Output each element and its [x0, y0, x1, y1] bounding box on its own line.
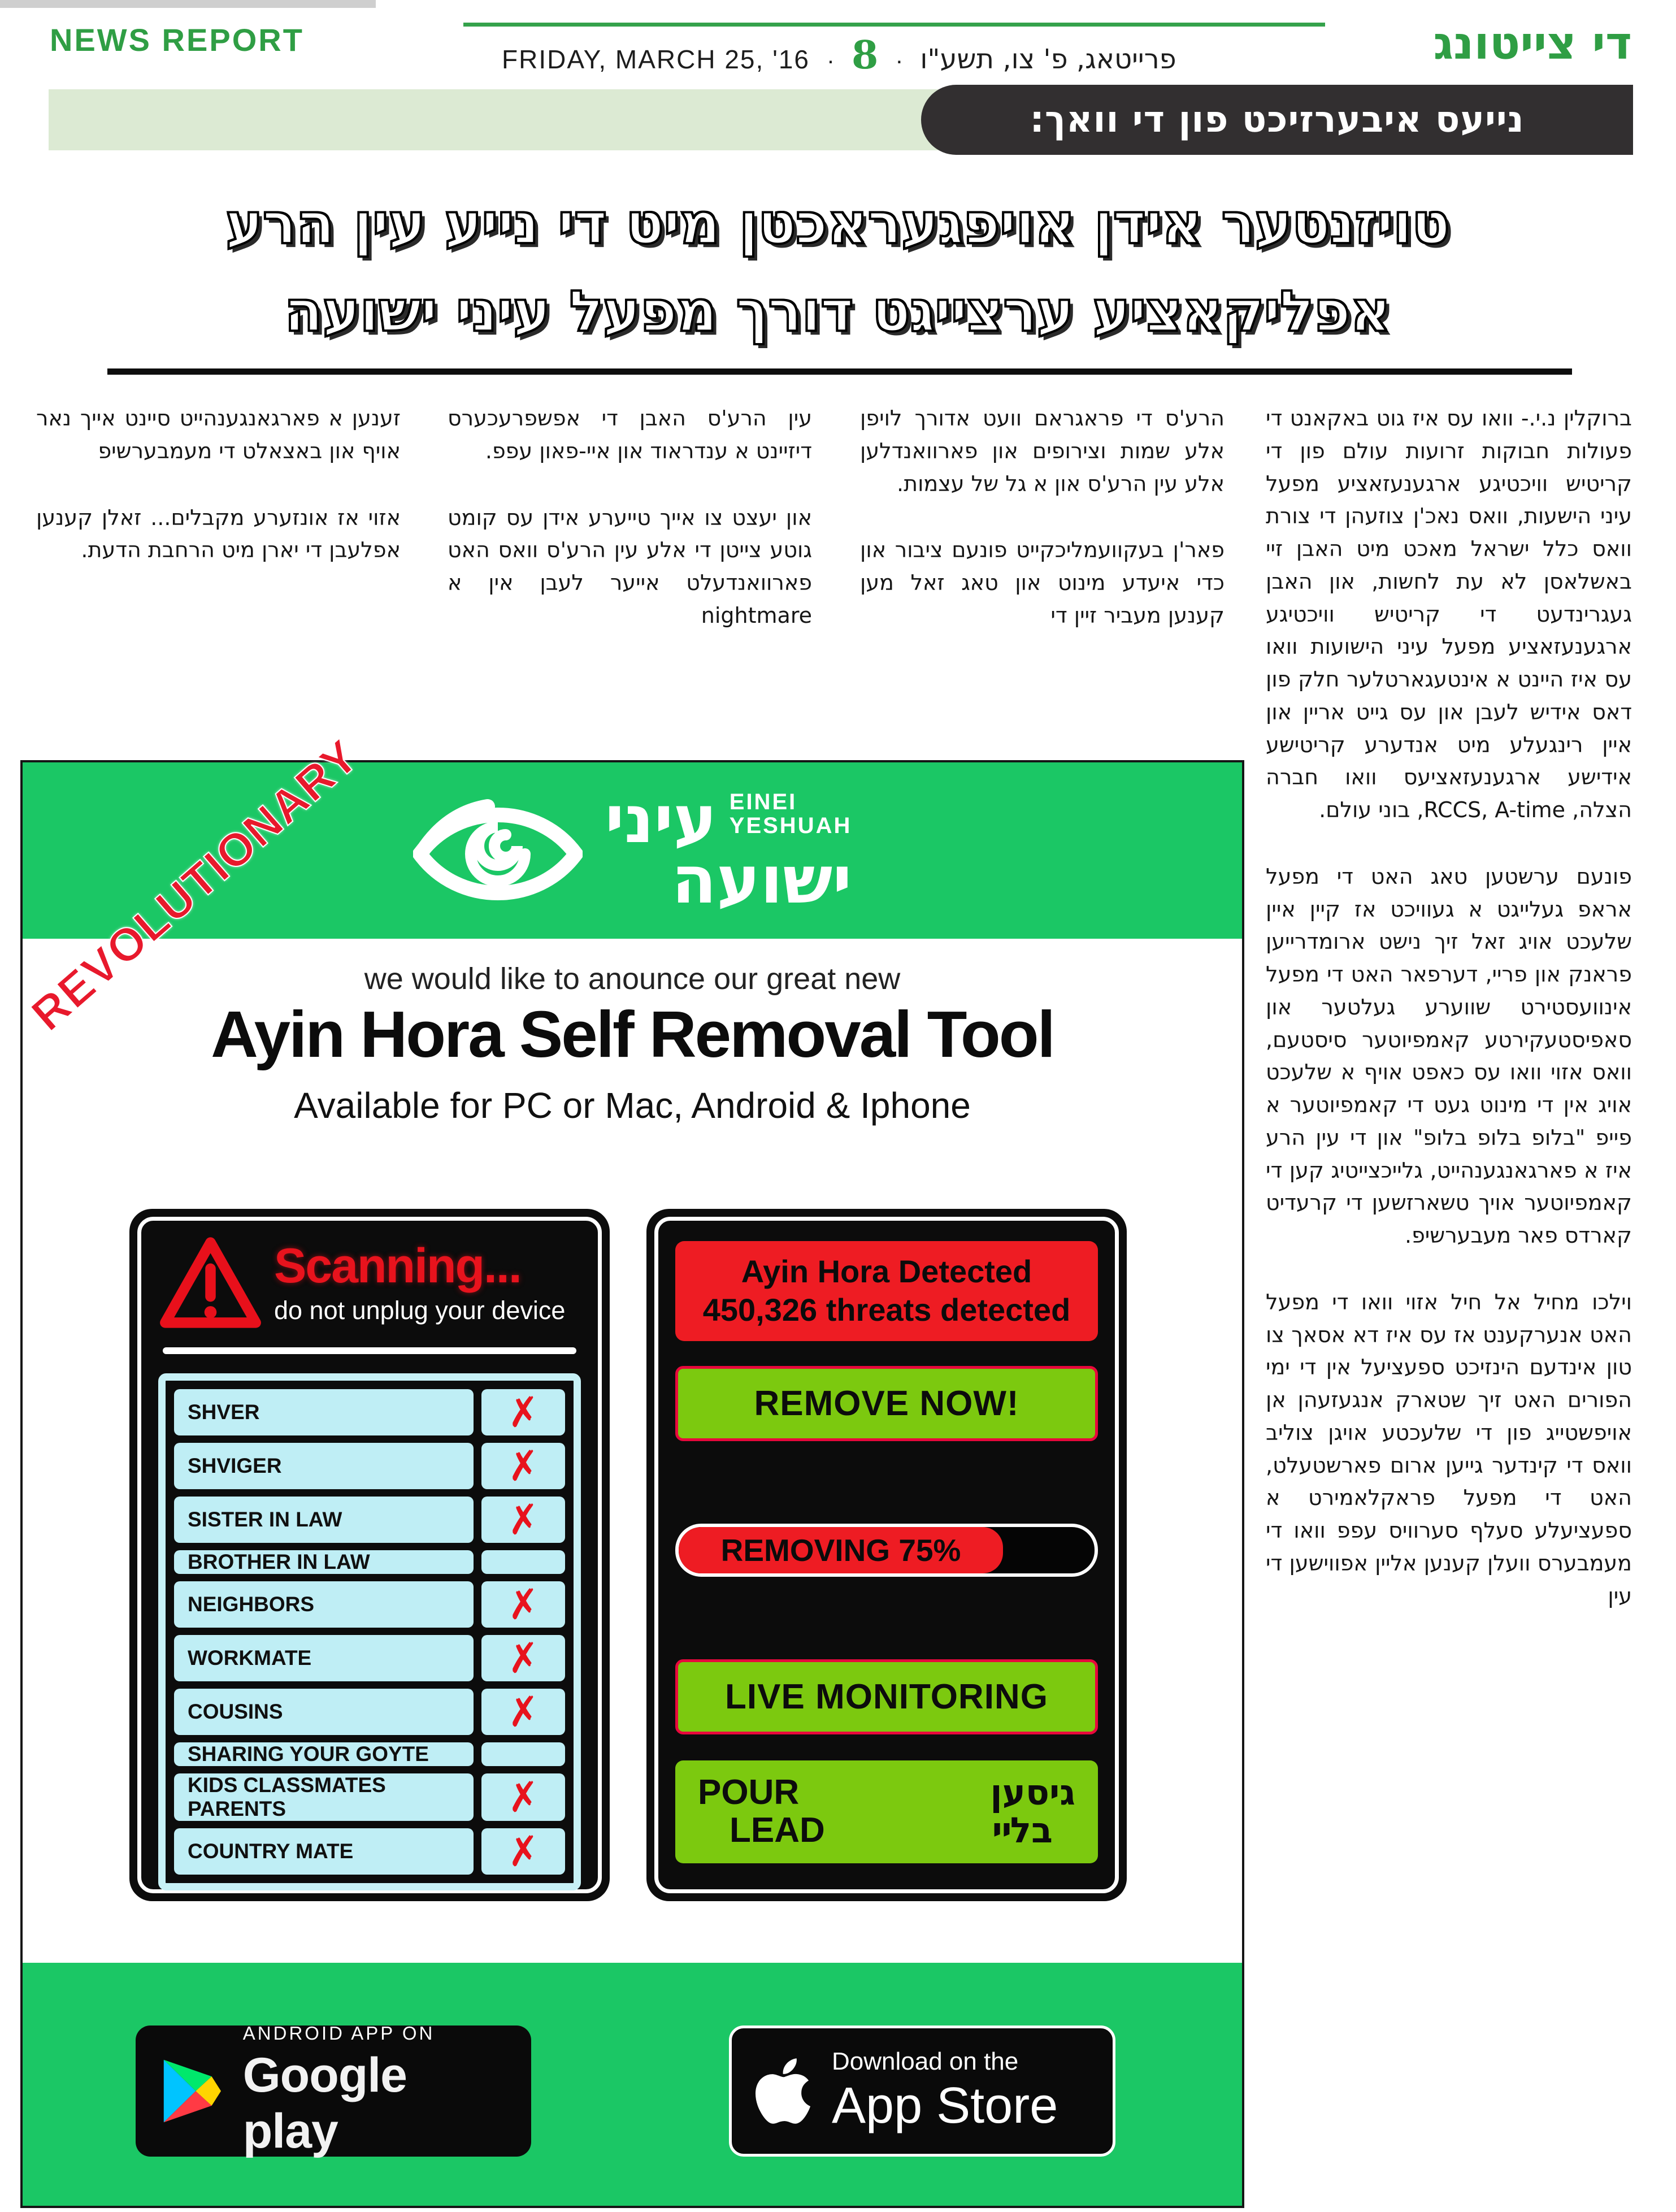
removal-screen — [654, 1217, 1119, 1893]
scanning-warning: do not unplug your device — [274, 1296, 566, 1325]
badge-small-text: Download on the — [832, 2047, 1019, 2075]
list-item: COUSINS ✗ — [174, 1689, 565, 1735]
news-overview-bar — [921, 85, 1633, 155]
checkbox — [481, 1635, 565, 1681]
article-paragraph: פאר'ן בעקוועמליכקייט פונעם ציבור און כדי איעדע מינוט און טאג זאל מען קענען מעביר זיין די — [860, 537, 1225, 628]
article-column-4 — [36, 402, 401, 601]
main-headline — [85, 180, 1590, 355]
separator-dot: · — [895, 47, 904, 73]
checkbox — [481, 1581, 565, 1628]
list-item: COUNTRY MATE ✗ — [174, 1828, 565, 1875]
headline-rule — [107, 368, 1572, 375]
apple-icon — [753, 2054, 813, 2128]
remove-now-button[interactable]: REMOVE NOW! — [675, 1366, 1098, 1441]
article-paragraph: הרע'ס די פראגראם וועט אדורך לויפן אלע שמות וצירופים און פארוואנדלען אלע עין הרע'ס און א גל של עצמות. — [860, 406, 1225, 496]
scan-target-list — [158, 1373, 581, 1890]
list-item: NEIGHBORS ✗ — [174, 1581, 565, 1628]
masthead-logo: די צייטונג — [1433, 17, 1632, 70]
section-label: NEWS REPORT — [50, 22, 304, 58]
x-mark: ✗ — [504, 1633, 542, 1683]
ad-title: Ayin Hora Self Removal Tool — [211, 997, 1054, 1071]
date-hebrew: פרייטאג, פ' צו, תשע"ו — [920, 44, 1176, 75]
article-column-2 — [860, 402, 1225, 666]
dateline — [502, 33, 1176, 78]
x-mark: ✗ — [504, 1827, 542, 1876]
alert-line-1: Ayin Hora Detected — [741, 1254, 1032, 1289]
article-paragraph: פונעם ערשטען טאג האט די מפעל אראפ געלייגט א געוויכט אז קיין איין שלעכט אויג זאל זיך נישט ארומדרייען פראנק און פריי, דערפאר האט די מפעל אינוועסטירט שווערע געלטער און סאפיסטעקירטע קאמפיוטער סיסטעם, וואס אזוי וואו עס כאפט אויף א שלעכט אויג אין די מינוט געט די קאמפיוטער א פייפ "בלופ בלופ בלופ" און די עין הרע איז א פארגאנגענהייט, גלייכצייטיג קען די קאמפיוטער אויך טשארזשען די קרעדיט קארדס פאר מעבערשיפ. — [1266, 864, 1632, 1248]
article-paragraph: אזוי אז אונזערע מקבלים... זאלן קענען אפלעבן די יארן מיט הרחבת הדעת. — [36, 505, 401, 563]
article-paragraph: און יעצט צו אייך טייערע אידן עס קומט גוטע צייטן די אלע עין הרע'ס וואס האט פארוואנדעלט אייער לעבן אין א nightmare — [448, 505, 812, 628]
logo-english: EINEI YESHUAH — [729, 790, 852, 839]
ayin-hora-advertisement — [20, 730, 1244, 2208]
separator-dot: · — [827, 47, 835, 73]
headline-line-1: טויזנטער אידן אויפגעראכטן מיט די נייע עין הרע — [225, 190, 1449, 257]
badge-big-text: App Store — [832, 2077, 1058, 2134]
pour-lead-button[interactable] — [675, 1760, 1098, 1863]
page-number: 8 — [852, 33, 879, 78]
article-column-1 — [1266, 402, 1632, 1646]
article-paragraph: וילכו מחיל אל חיל אזוי וואו די מפעל האט אנערקענט אז עס איז דא אסאך צו טון אינדעם הינזיכט ספעציעל אין די ימי הפורים האט זיך שטארק אנגעזעהן אן אויפשטייג פון די שלעכטע אויגן צוליב וואס די קינדער גייען ארום פארשטעלט, האט די מפעל פראקלאמירט א ספעציעלע סעלף סערוויס עפפ וואו די מעמבערס וועלן קענען אליין אפווישען די עין — [1266, 1289, 1632, 1608]
scanning-title: Scanning... — [274, 1239, 521, 1293]
ad-announce-line: we would like to anounce our great new — [364, 962, 901, 996]
checkbox — [481, 1443, 565, 1489]
list-item: SHARING YOUR GOYTE — [174, 1742, 565, 1766]
news-overview-title: נייעס איבערזיכט פון די וואך: — [1030, 99, 1525, 141]
x-mark: ✗ — [504, 1772, 542, 1822]
scan-progress-bar — [163, 1347, 576, 1354]
logo-hebrew-word-1: עיני — [605, 782, 717, 858]
headline-line-2: אפליקאציע ערצייגט דורך מפעל עיני ישועה — [284, 278, 1391, 344]
app-store-badge[interactable] — [729, 2026, 1115, 2157]
scanner-header — [158, 1235, 581, 1331]
checkbox — [481, 1550, 565, 1574]
top-gray-strip — [0, 0, 376, 8]
checkbox — [481, 1689, 565, 1735]
article-paragraph: זענען א פארגאנגענהייט סיינט אייך נאר אויף און באצאלט די מעמבערשיפ — [36, 406, 401, 463]
scanner-screen — [137, 1217, 602, 1893]
live-monitoring-button[interactable]: LIVE MONITORING — [675, 1659, 1098, 1734]
checkbox — [481, 1389, 565, 1435]
checkbox — [481, 1742, 565, 1766]
list-item: KIDS CLASSMATES PARENTS ✗ — [174, 1773, 565, 1821]
x-mark: ✗ — [504, 1441, 542, 1491]
x-mark: ✗ — [504, 1687, 542, 1737]
removing-progress-bar — [675, 1524, 1098, 1577]
ad-subtitle: Available for PC or Mac, Android & Iphone — [294, 1085, 971, 1126]
eye-logo-icon — [413, 788, 583, 913]
x-mark: ✗ — [504, 1495, 542, 1545]
x-mark: ✗ — [504, 1580, 542, 1629]
google-play-badge[interactable] — [136, 2023, 531, 2158]
article-column-3 — [448, 402, 812, 666]
badge-big-text: Google play — [242, 2048, 407, 2158]
badge-small-text: ANDROID APP ON — [242, 2023, 435, 2044]
alert-line-2: 450,326 threats detected — [702, 1292, 1071, 1328]
list-item: SHVER ✗ — [174, 1389, 565, 1435]
removal-phone-panel — [646, 1209, 1127, 1901]
date-english: FRIDAY, MARCH 25, '16 — [502, 45, 810, 74]
article-paragraph: עין הרע'ס האבן די אפשפרעכערס דיזיינט א ענדראוד און איי-פאון עפפ. — [448, 406, 812, 463]
pour-lead-yiddish: גיסען בלײ — [990, 1771, 1075, 1851]
warning-triangle-icon — [158, 1235, 263, 1331]
list-item: BROTHER IN LAW — [174, 1550, 565, 1574]
logo-hebrew-word-2: ישועה — [671, 842, 852, 918]
checkbox — [481, 1828, 565, 1875]
list-item: SHVIGER ✗ — [174, 1443, 565, 1489]
removing-progress-fill — [679, 1527, 1003, 1573]
list-item: SISTER IN LAW ✗ — [174, 1497, 565, 1543]
logo-text — [605, 782, 852, 918]
threat-alert-box — [675, 1241, 1098, 1341]
revolutionary-banner: REVOLUTIONARY — [21, 730, 369, 1041]
checkbox — [481, 1773, 565, 1821]
scanner-phone-panel — [129, 1209, 610, 1901]
removing-label: REMOVING 75% — [720, 1532, 961, 1568]
x-mark: ✗ — [504, 1387, 542, 1437]
header-divider-line — [463, 23, 1325, 27]
list-item: WORKMATE ✗ — [174, 1635, 565, 1681]
checkbox — [481, 1497, 565, 1543]
article-paragraph: ברוקלין נ.י.- וואו עס איז גוט באקאנט די פעולות חבוקות זרועות עולם פון די קריטיש וויכטיגע ארגענעזאציע מפעל עיני הישעות, וואס נאכ'ן צוזעהן די צורת וואס כלל ישראל מאכט מיט האבן זיי באשלאסן לא עת לחשות, און האבן געגרינדעט די קריטיש וויכטיגע ארגענעזאציע מפעל עיני הישועות וואו עס איז היינט א אינטעגארטלער חלק פון דאס אידיש לעבן און עס גייט אריין און איין רינגעלע מיט אנדערע קריטישע אידישע ארגענעזאציעס וואו חברה הצלה, RCCS, A-time, בוני עולם. — [1266, 406, 1632, 822]
pour-lead-english: POUR LEAD — [698, 1772, 825, 1850]
google-play-icon — [157, 2054, 224, 2128]
